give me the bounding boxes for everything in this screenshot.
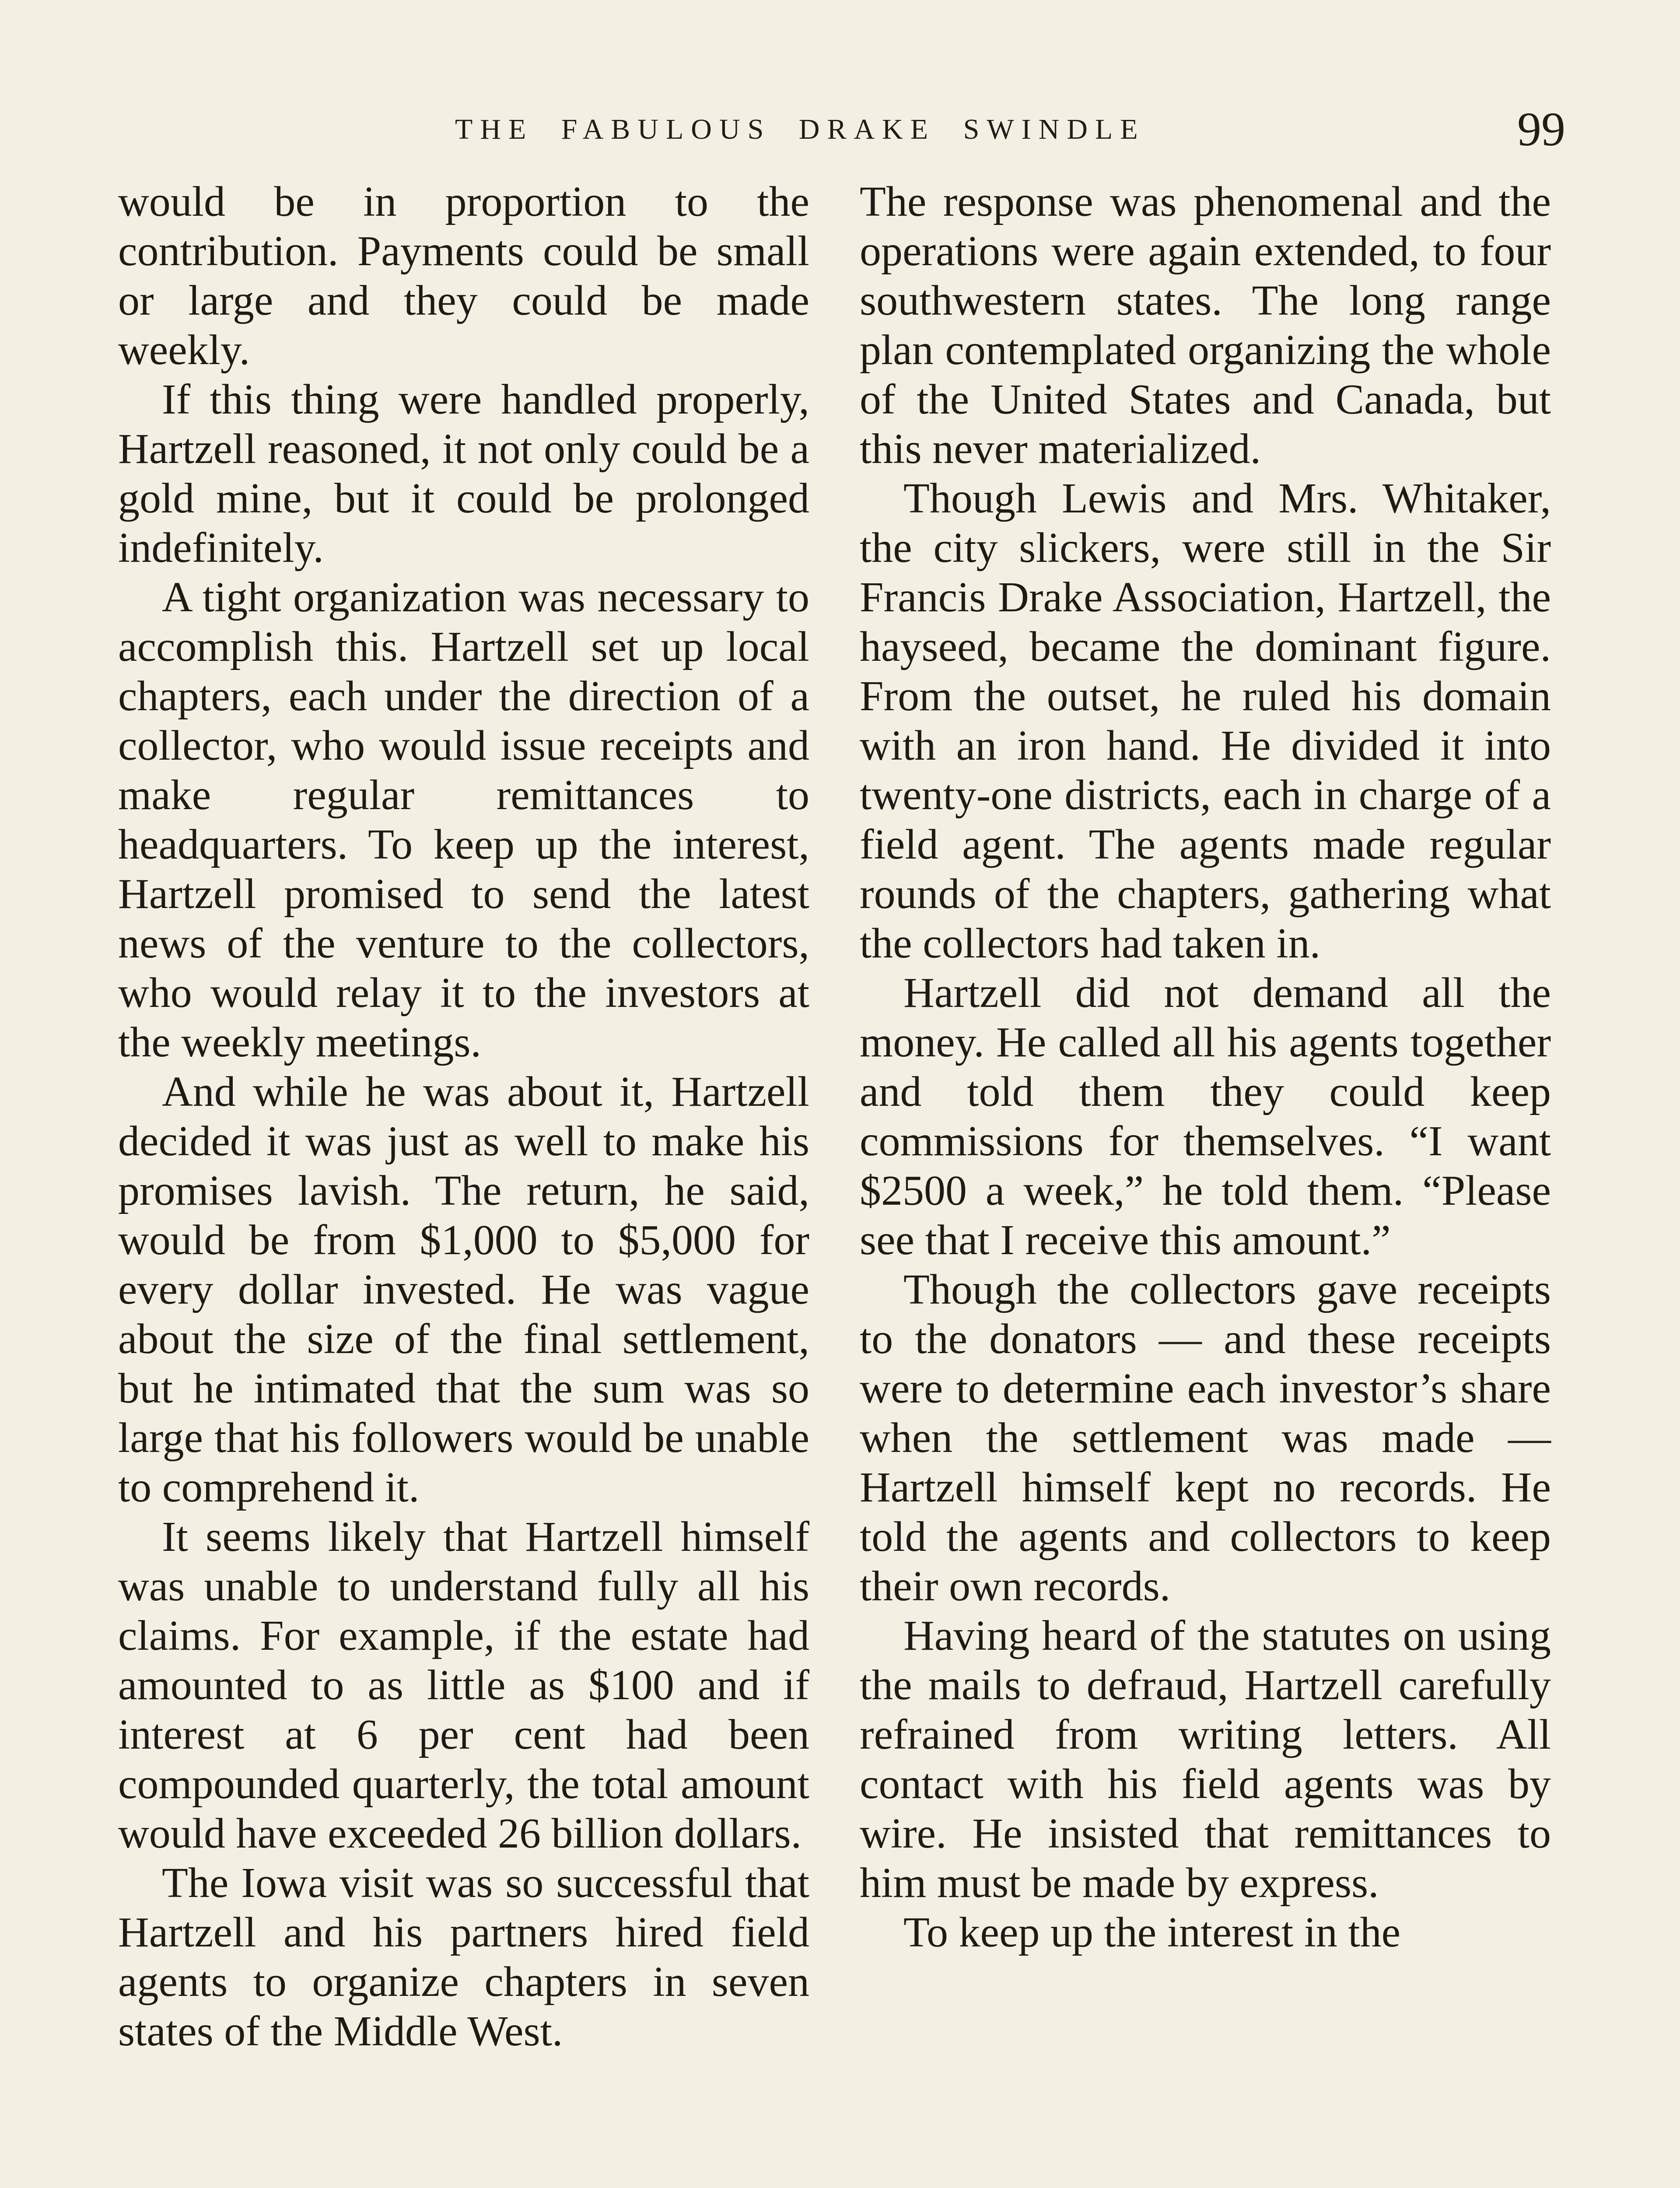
page-header [122, 102, 1565, 175]
paragraph: The response was phenomenal and the operations were again extended, to four southwestern states. The long range plan contemplated organizing the whole of the United States and Canada, but this never materialized. [860, 178, 1551, 473]
left-column [118, 177, 809, 2056]
paragraph: If this thing were handled properly, Hartzell reasoned, it not only could be a gold mine, but it could be prolonged indefinitely. [118, 376, 809, 572]
running-head: THE FABULOUS DRAKE SWINDLE [455, 113, 1145, 145]
paragraph: Though Lewis and Mrs. Whitaker, the city slickers, were still in the Sir Francis Drake Association, Hartzell, the hayseed, became the dominant figure. From the outset, he ruled his domain with an iron hand. He divided it into twenty-one districts, each in charge of a field agent. The agents made regular rounds of the chapters, gathering what the collectors had taken in. [860, 475, 1551, 967]
paragraph: And while he was about it, Hartzell decided it was just as well to make his promises lavish. The return, he said, would be from $1,000 to $5,000 for every dollar invested. He was vague about the size of the final settlement, but he intimated that the sum was so large that his followers would be unable to comprehend it. [118, 1068, 809, 1511]
right-column [860, 177, 1551, 1957]
paragraph: Hartzell did not demand all the money. He called all his agents together and told them they could keep commissions for themselves. “I want $2500 a week,” he told them. “Please see that I receive this amount.” [860, 969, 1551, 1264]
paragraph: To keep up the interest in the [903, 1909, 1401, 1956]
page-number: 99 [1517, 102, 1565, 156]
paragraph: A tight organization was necessary to accomplish this. Hartzell set up local chapters, each under the direction of a collector, who would issue receipts and make regular remittances to headquarters. To keep up the interest, Hartzell promised to send the latest news of the venture to the collectors, who would relay it to the investors at the weekly meetings. [118, 574, 809, 1066]
paragraph: Though the collectors gave receipts to the donators — and these receipts were to determine each investor’s share when the settlement was made — Hartzell himself kept no records. He told the agents and collectors to keep their own records. [860, 1266, 1551, 1610]
paragraph: would be in proportion to the contribution. Payments could be small or large and they could be made weekly. [118, 178, 809, 374]
paragraph: It seems likely that Hartzell himself was unable to understand fully all his claims. For example, if the estate had amounted to as little as $100 and if interest at 6 per cent had been compounded quarterly, the total amount would have exceeded 26 billion dollars. [118, 1513, 809, 1857]
paragraph: The Iowa visit was so successful that Hartzell and his partners hired field agents to organize chapters in seven states of the Middle West. [118, 1859, 809, 2055]
paragraph: Having heard of the statutes on using the mails to defraud, Hartzell carefully refrained from writing letters. All contact with his field agents was by wire. He insisted that remittances to him must be made by express. [860, 1612, 1551, 1907]
